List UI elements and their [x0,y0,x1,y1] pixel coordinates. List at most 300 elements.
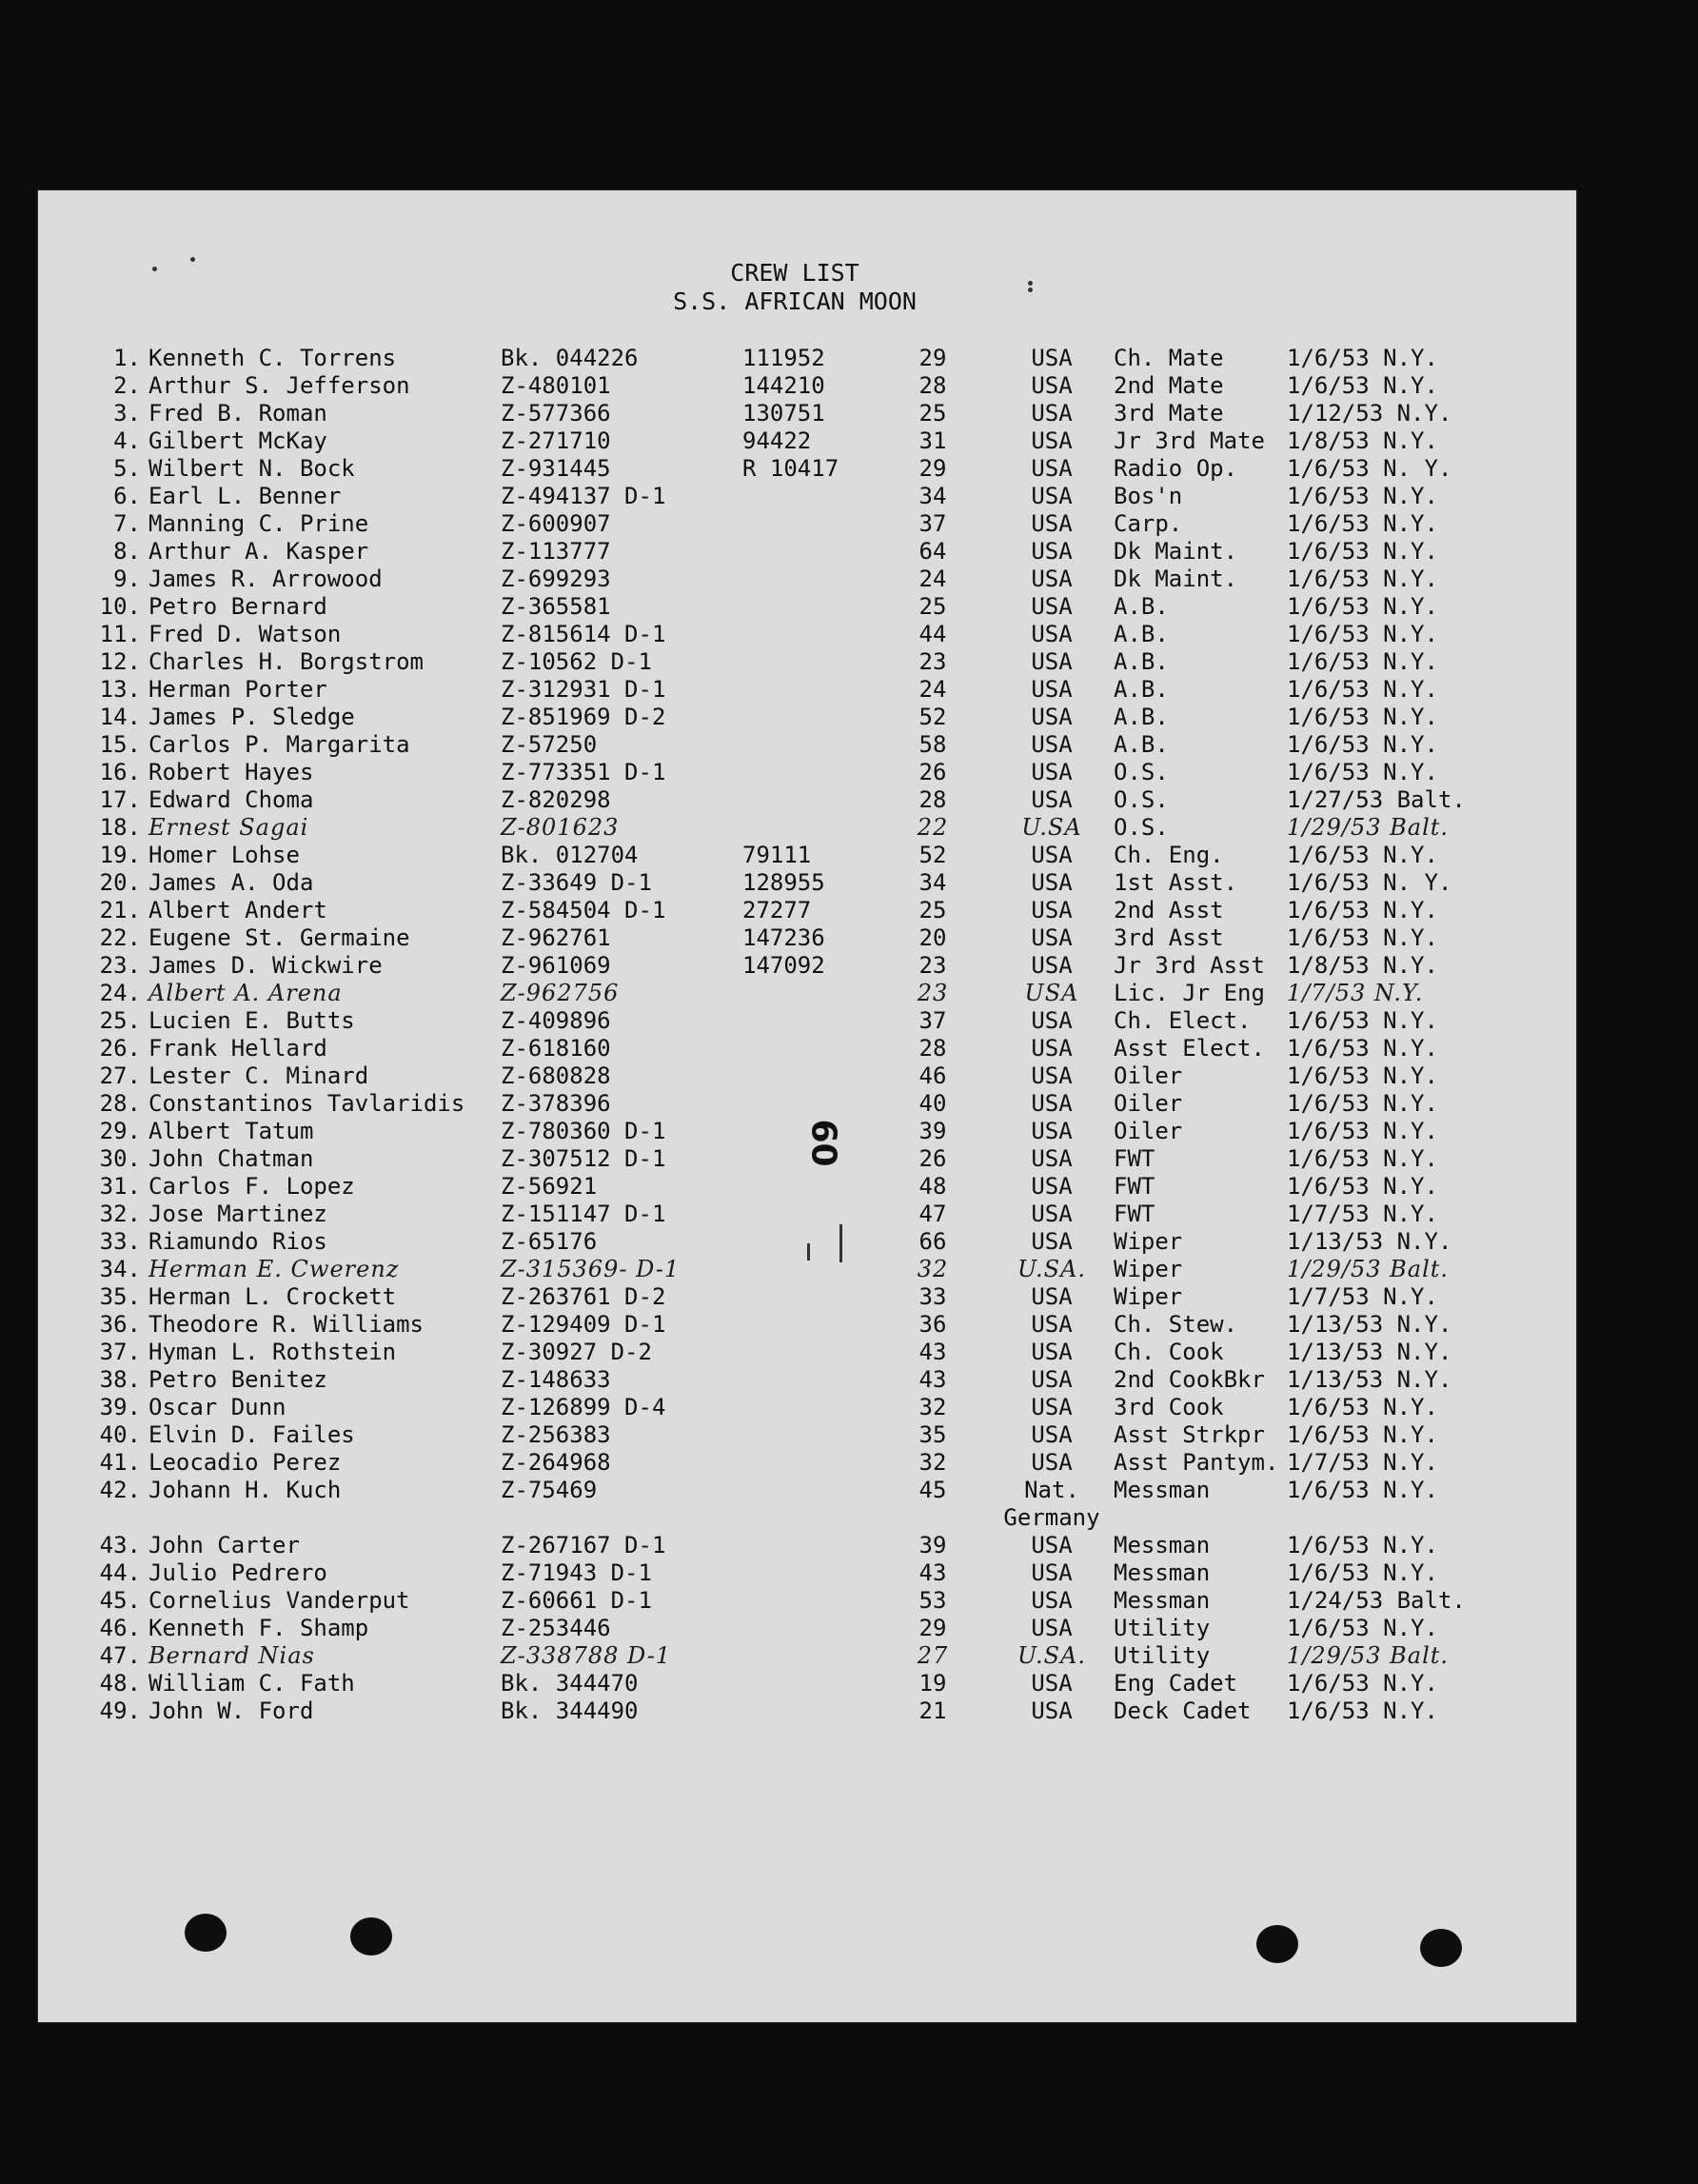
crew-age: 25 [918,400,947,427]
engagement-date: 1/7/53 N.Y. [1287,1449,1438,1476]
engagement-date: 1/27/53 Balt. [1287,786,1466,813]
crew-name: Herman Porter [148,676,327,703]
engagement-date: 1/6/53 N.Y. [1287,731,1438,758]
crew-age: 31 [918,427,947,454]
document-page [38,190,1576,2022]
ink-speck [1028,288,1033,292]
engagement-date: 1/6/53 N.Y. [1287,1394,1438,1420]
crew-rating: 2nd CookBkr [1114,1366,1265,1393]
book-number: Z-699293 [501,566,611,592]
book-number: Z-820298 [501,786,611,813]
row-number: 39. [99,1394,141,1420]
nationality: USA [1031,1615,1073,1641]
crew-row [38,1007,1576,1035]
crew-name: Arthur A. Kasper [148,538,369,565]
row-number: 34. [99,1256,141,1282]
book-number: Z-365581 [501,593,611,620]
crew-age: 26 [918,759,947,785]
crew-age: 66 [918,1228,947,1255]
row-number: 13. [99,676,141,703]
crew-name: Theodore R. Williams [148,1311,424,1338]
crew-name: Albert Tatum [148,1118,314,1144]
crew-rating: Dk Maint. [1114,538,1238,565]
row-number: 31. [99,1173,141,1200]
crew-age: 52 [918,842,947,868]
crew-rating: O.S. [1114,814,1169,841]
crew-age: 24 [918,566,947,592]
nationality: USA [1031,704,1073,730]
crew-row [38,1449,1576,1477]
crew-rating: Wiper [1114,1256,1183,1282]
crew-name: Leocadio Perez [148,1449,342,1476]
crew-age: 39 [918,1532,947,1559]
book-number: Z-30927 D-2 [501,1339,652,1365]
crew-row [38,842,1576,869]
row-number: 27. [99,1062,141,1089]
crew-rating: Dk Maint. [1114,566,1238,592]
crew-row [38,869,1576,897]
crew-name: Riamundo Rios [148,1228,327,1255]
book-number: Z-71943 D-1 [501,1559,652,1586]
engagement-date: 1/6/53 N.Y. [1287,1090,1438,1117]
crew-rating: Ch. Mate [1114,345,1224,371]
row-number: 44. [99,1559,141,1586]
book-number: Z-33649 D-1 [501,869,652,896]
crew-age: 33 [918,1283,947,1310]
crew-row [38,814,1576,842]
row-number: 15. [99,731,141,758]
nationality: USA [1031,593,1073,620]
certificate-number: 144210 [742,372,825,399]
nationality: USA [1031,1007,1073,1034]
engagement-date: 1/6/53 N.Y. [1287,1477,1438,1503]
crew-row [38,1698,1576,1725]
crew-row [38,538,1576,566]
row-number: 18. [99,814,141,841]
nationality: USA [1031,676,1073,703]
engagement-date: 1/6/53 N.Y. [1287,1145,1438,1172]
book-number: Z-600907 [501,510,611,537]
crew-rating: Ch. Elect. [1114,1007,1252,1034]
book-number: Z-148633 [501,1366,611,1393]
crew-row [38,1532,1576,1559]
crew-row [38,731,1576,759]
crew-name: Jose Martinez [148,1201,327,1227]
crew-name: Bernard Nias [148,1642,315,1669]
crew-rating: O.S. [1114,759,1169,785]
engagement-date: 1/6/53 N.Y. [1287,1559,1438,1586]
row-number: 36. [99,1311,141,1338]
engagement-date: 1/6/53 N.Y. [1287,759,1438,785]
engagement-date: 1/24/53 Balt. [1287,1587,1466,1614]
engagement-date: 1/6/53 N.Y. [1287,842,1438,868]
crew-age: 23 [917,980,949,1006]
crew-rating: 1st Asst. [1114,869,1238,896]
crew-rating: FWT [1114,1173,1155,1200]
crew-row [38,924,1576,952]
crew-name: Herman E. Cwerenz [148,1256,400,1282]
crew-row [38,1477,1576,1504]
book-number: Z-60661 D-1 [501,1587,652,1614]
crew-rating: Carp. [1114,510,1183,537]
book-number: Z-307512 D-1 [501,1145,666,1172]
nationality: USA [1031,897,1073,923]
row-number: 20. [99,869,141,896]
crew-rating: Messman [1114,1532,1211,1559]
page-stamp: 60 [803,1119,843,1167]
crew-name: Edward Choma [148,786,314,813]
row-number: 22. [99,924,141,951]
crew-rating: Messman [1114,1477,1211,1503]
engagement-date: 1/6/53 N.Y. [1287,897,1438,923]
book-number: Z-409896 [501,1007,611,1034]
crew-row [38,1035,1576,1062]
crew-row [38,1615,1576,1642]
crew-row [38,1090,1576,1118]
nationality: USA [1031,1366,1073,1393]
nationality: USA [1031,648,1073,675]
engagement-date: 1/6/53 N.Y. [1287,538,1438,565]
crew-name: Johann H. Kuch [148,1477,342,1503]
engagement-date: 1/6/53 N.Y. [1287,704,1438,730]
row-number: 7. [113,510,141,537]
row-number: 48. [99,1670,141,1697]
nationality: USA [1031,869,1073,896]
book-number: Z-618160 [501,1035,611,1062]
crew-row [38,427,1576,455]
engagement-date: 1/13/53 N.Y. [1287,1366,1452,1393]
crew-name: Carlos F. Lopez [148,1173,355,1200]
engagement-date: 1/6/53 N.Y. [1287,1035,1438,1062]
engagement-date: 1/7/53 N.Y. [1287,1283,1438,1310]
crew-age: 24 [918,676,947,703]
book-number: Z-577366 [501,400,611,427]
crew-row [38,1062,1576,1090]
crew-age: 32 [918,1449,947,1476]
crew-row [38,1421,1576,1449]
row-number: 1. [113,345,141,371]
engagement-date: 1/6/53 N. Y. [1287,869,1452,896]
nationality: USA [1031,621,1073,647]
nationality: USA [1031,1449,1073,1476]
nationality: Nat. [1024,1477,1079,1503]
crew-rating: Utility [1114,1615,1211,1641]
engagement-date: 1/13/53 N.Y. [1287,1339,1452,1365]
crew-rating: Wiper [1114,1228,1183,1255]
book-number: Z-815614 D-1 [501,621,666,647]
crew-name: Gilbert McKay [148,427,327,454]
engagement-date: 1/6/53 N.Y. [1287,1615,1438,1641]
row-number: 40. [99,1421,141,1448]
crew-rating: A.B. [1114,593,1169,620]
crew-name: Elvin D. Failes [148,1421,355,1448]
engagement-date: 1/6/53 N.Y. [1287,676,1438,703]
crew-row [38,400,1576,427]
crew-name: Kenneth F. Shamp [148,1615,369,1641]
row-number: 5. [113,455,141,482]
row-number: 16. [99,759,141,785]
engagement-date: 1/8/53 N.Y. [1287,952,1438,979]
engagement-date: 1/6/53 N.Y. [1287,1532,1438,1559]
crew-age: 22 [917,814,949,841]
row-number: 47. [99,1642,141,1669]
crew-name: James A. Oda [148,869,314,896]
crew-age: 34 [918,869,947,896]
engagement-date: 1/6/53 N.Y. [1287,1118,1438,1144]
row-number: 6. [113,483,141,509]
crew-name: Carlos P. Margarita [148,731,410,758]
engagement-date: 1/6/53 N.Y. [1287,1421,1438,1448]
crew-row [38,786,1576,814]
crew-name: Charles H. Borgstrom [148,648,424,675]
punch-hole [350,1917,392,1956]
engagement-date: 1/6/53 N.Y. [1287,345,1438,371]
book-number: Bk. 012704 [501,842,639,868]
row-number: 4. [113,427,141,454]
book-number: Z-680828 [501,1062,611,1089]
nationality: USA [1031,510,1073,537]
row-number: 33. [99,1228,141,1255]
row-number: 12. [99,648,141,675]
crew-name: James R. Arrowood [148,566,383,592]
nationality: USA [1031,345,1073,371]
pencil-mark [807,1243,810,1261]
nationality: USA [1031,455,1073,482]
crew-age: 44 [918,621,947,647]
crew-name: James P. Sledge [148,704,355,730]
book-number: Z-338788 D-1 [501,1642,672,1669]
crew-age: 64 [918,538,947,565]
nationality: USA [1031,1394,1073,1420]
row-number: 28. [99,1090,141,1117]
row-number: 45. [99,1587,141,1614]
book-number: Z-378396 [501,1090,611,1117]
crew-rating: Deck Cadet [1114,1698,1252,1724]
engagement-date: 1/29/53 Balt. [1287,814,1450,841]
crew-rating: Ch. Stew. [1114,1311,1238,1338]
nationality: USA [1031,538,1073,565]
crew-name: Ernest Sagai [148,814,309,841]
crew-age: 32 [917,1256,949,1282]
crew-rating: Asst Strkpr [1114,1421,1265,1448]
crew-rating: A.B. [1114,731,1169,758]
nationality: USA [1031,1339,1073,1365]
crew-rating: A.B. [1114,704,1169,730]
book-number: Bk. 044226 [501,345,639,371]
nationality: USA [1031,924,1073,951]
nationality: U.SA [1021,814,1082,841]
row-number: 23. [99,952,141,979]
crew-age: 35 [918,1421,947,1448]
crew-name: James D. Wickwire [148,952,383,979]
crew-name: Albert A. Arena [148,980,343,1006]
crew-row [38,759,1576,786]
engagement-date: 1/7/53 N.Y. [1287,980,1424,1006]
row-number: 21. [99,897,141,923]
engagement-date: 1/6/53 N.Y. [1287,1062,1438,1089]
crew-age: 29 [918,455,947,482]
crew-age: 43 [918,1559,947,1586]
crew-row [38,648,1576,676]
crew-name: Julio Pedrero [148,1559,327,1586]
crew-age: 26 [918,1145,947,1172]
nationality: USA [1031,566,1073,592]
crew-name: Frank Hellard [148,1035,327,1062]
row-number: 29. [99,1118,141,1144]
crew-row [38,1173,1576,1201]
book-number: Z-253446 [501,1615,611,1641]
crew-rating: Wiper [1114,1283,1183,1310]
crew-row [38,621,1576,648]
crew-age: 37 [918,510,947,537]
crew-row [38,1339,1576,1366]
nationality: USA [1031,427,1073,454]
engagement-date: 1/13/53 N.Y. [1287,1311,1452,1338]
crew-row [38,566,1576,593]
row-number: 37. [99,1339,141,1365]
book-number: Z-271710 [501,427,611,454]
crew-row [38,455,1576,483]
crew-name: Herman L. Crockett [148,1283,397,1310]
book-number: Z-75469 [501,1477,598,1503]
punch-hole [1256,1925,1298,1963]
nationality-country: Germany [1003,1504,1100,1531]
nationality: USA [1031,1698,1073,1724]
engagement-date: 1/6/53 N.Y. [1287,510,1438,537]
crew-age: 47 [918,1201,947,1227]
engagement-date: 1/6/53 N.Y. [1287,593,1438,620]
book-number: Z-57250 [501,731,598,758]
book-number: Z-56921 [501,1173,598,1200]
book-number: Z-264968 [501,1449,611,1476]
book-number: Z-584504 D-1 [501,897,666,923]
engagement-date: 1/12/53 N.Y. [1287,400,1452,427]
crew-rating: A.B. [1114,676,1169,703]
nationality: USA [1031,372,1073,399]
title-block [38,259,1576,316]
crew-rating: 3rd Asst [1114,924,1224,951]
book-number: Z-773351 D-1 [501,759,666,785]
crew-name: Kenneth C. Torrens [148,345,397,371]
punch-hole [1420,1929,1462,1967]
crew-row [38,1311,1576,1339]
row-number: 26. [99,1035,141,1062]
crew-name: Albert Andert [148,897,327,923]
document-title: CREW LIST [730,259,859,287]
nationality: USA [1024,980,1079,1006]
book-number: Z-315369- D-1 [501,1256,681,1282]
crew-age: 37 [918,1007,947,1034]
engagement-date: 1/13/53 N.Y. [1287,1228,1452,1255]
row-number: 38. [99,1366,141,1393]
row-number: 25. [99,1007,141,1034]
crew-age: 46 [918,1062,947,1089]
book-number: Z-780360 D-1 [501,1118,666,1144]
crew-row [38,1283,1576,1311]
engagement-date: 1/29/53 Balt. [1287,1256,1450,1282]
nationality: USA [1031,1532,1073,1559]
crew-age: 25 [918,897,947,923]
crew-name: Earl L. Benner [148,483,342,509]
row-number: 35. [99,1283,141,1310]
crew-age: 34 [918,483,947,509]
nationality: USA [1031,1145,1073,1172]
nationality: USA [1031,731,1073,758]
crew-rating: Jr 3rd Asst [1114,952,1265,979]
crew-age: 39 [918,1118,947,1144]
row-number: 46. [99,1615,141,1641]
certificate-number: R 10417 [742,455,839,482]
book-number: Z-480101 [501,372,611,399]
nationality: USA [1031,842,1073,868]
row-number: 2. [113,372,141,399]
nationality: USA [1031,1228,1073,1255]
row-number: 30. [99,1145,141,1172]
row-number: 3. [113,400,141,427]
nationality: USA [1031,1201,1073,1227]
crew-row [38,676,1576,704]
crew-rating: Messman [1114,1587,1211,1614]
crew-rating: Radio Op. [1114,455,1238,482]
crew-age: 53 [918,1587,947,1614]
book-number: Z-312931 D-1 [501,676,666,703]
crew-rating: 2nd Asst [1114,897,1224,923]
crew-rating: Ch. Cook [1114,1339,1224,1365]
crew-name: Oscar Dunn [148,1394,286,1420]
certificate-number: 147236 [742,924,825,951]
certificate-number: 111952 [742,345,825,371]
certificate-number: 79111 [742,842,812,868]
nationality: USA [1031,1559,1073,1586]
crew-rating: A.B. [1114,621,1169,647]
crew-age: 19 [918,1670,947,1697]
crew-name: Hyman L. Rothstein [148,1339,397,1365]
crew-row [38,1670,1576,1698]
nationality: USA [1031,1587,1073,1614]
book-number: Z-801623 [501,814,620,841]
book-number: Bk. 344470 [501,1670,639,1697]
crew-rating: Lic. Jr Eng [1114,980,1265,1006]
crew-age: 32 [918,1394,947,1420]
crew-name: Cornelius Vanderput [148,1587,410,1614]
crew-row-continuation [38,1504,1576,1532]
crew-age: 48 [918,1173,947,1200]
nationality: USA [1031,1173,1073,1200]
engagement-date: 1/6/53 N.Y. [1287,1173,1438,1200]
crew-age: 58 [918,731,947,758]
engagement-date: 1/6/53 N. Y. [1287,455,1452,482]
engagement-date: 1/6/53 N.Y. [1287,621,1438,647]
crew-rating: Utility [1114,1642,1211,1669]
crew-row [38,1559,1576,1587]
row-number: 10. [99,593,141,620]
crew-age: 36 [918,1311,947,1338]
crew-row [38,593,1576,621]
book-number: Z-494137 D-1 [501,483,666,509]
certificate-number: 128955 [742,869,825,896]
engagement-date: 1/6/53 N.Y. [1287,924,1438,951]
crew-row [38,1201,1576,1228]
nationality: USA [1031,1311,1073,1338]
punch-hole [185,1914,227,1952]
crew-age: 28 [918,372,947,399]
book-number: Z-129409 D-1 [501,1311,666,1338]
engagement-date: 1/6/53 N.Y. [1287,1007,1438,1034]
crew-age: 23 [918,952,947,979]
crew-row [38,372,1576,400]
nationality: USA [1031,483,1073,509]
certificate-number: 94422 [742,427,812,454]
